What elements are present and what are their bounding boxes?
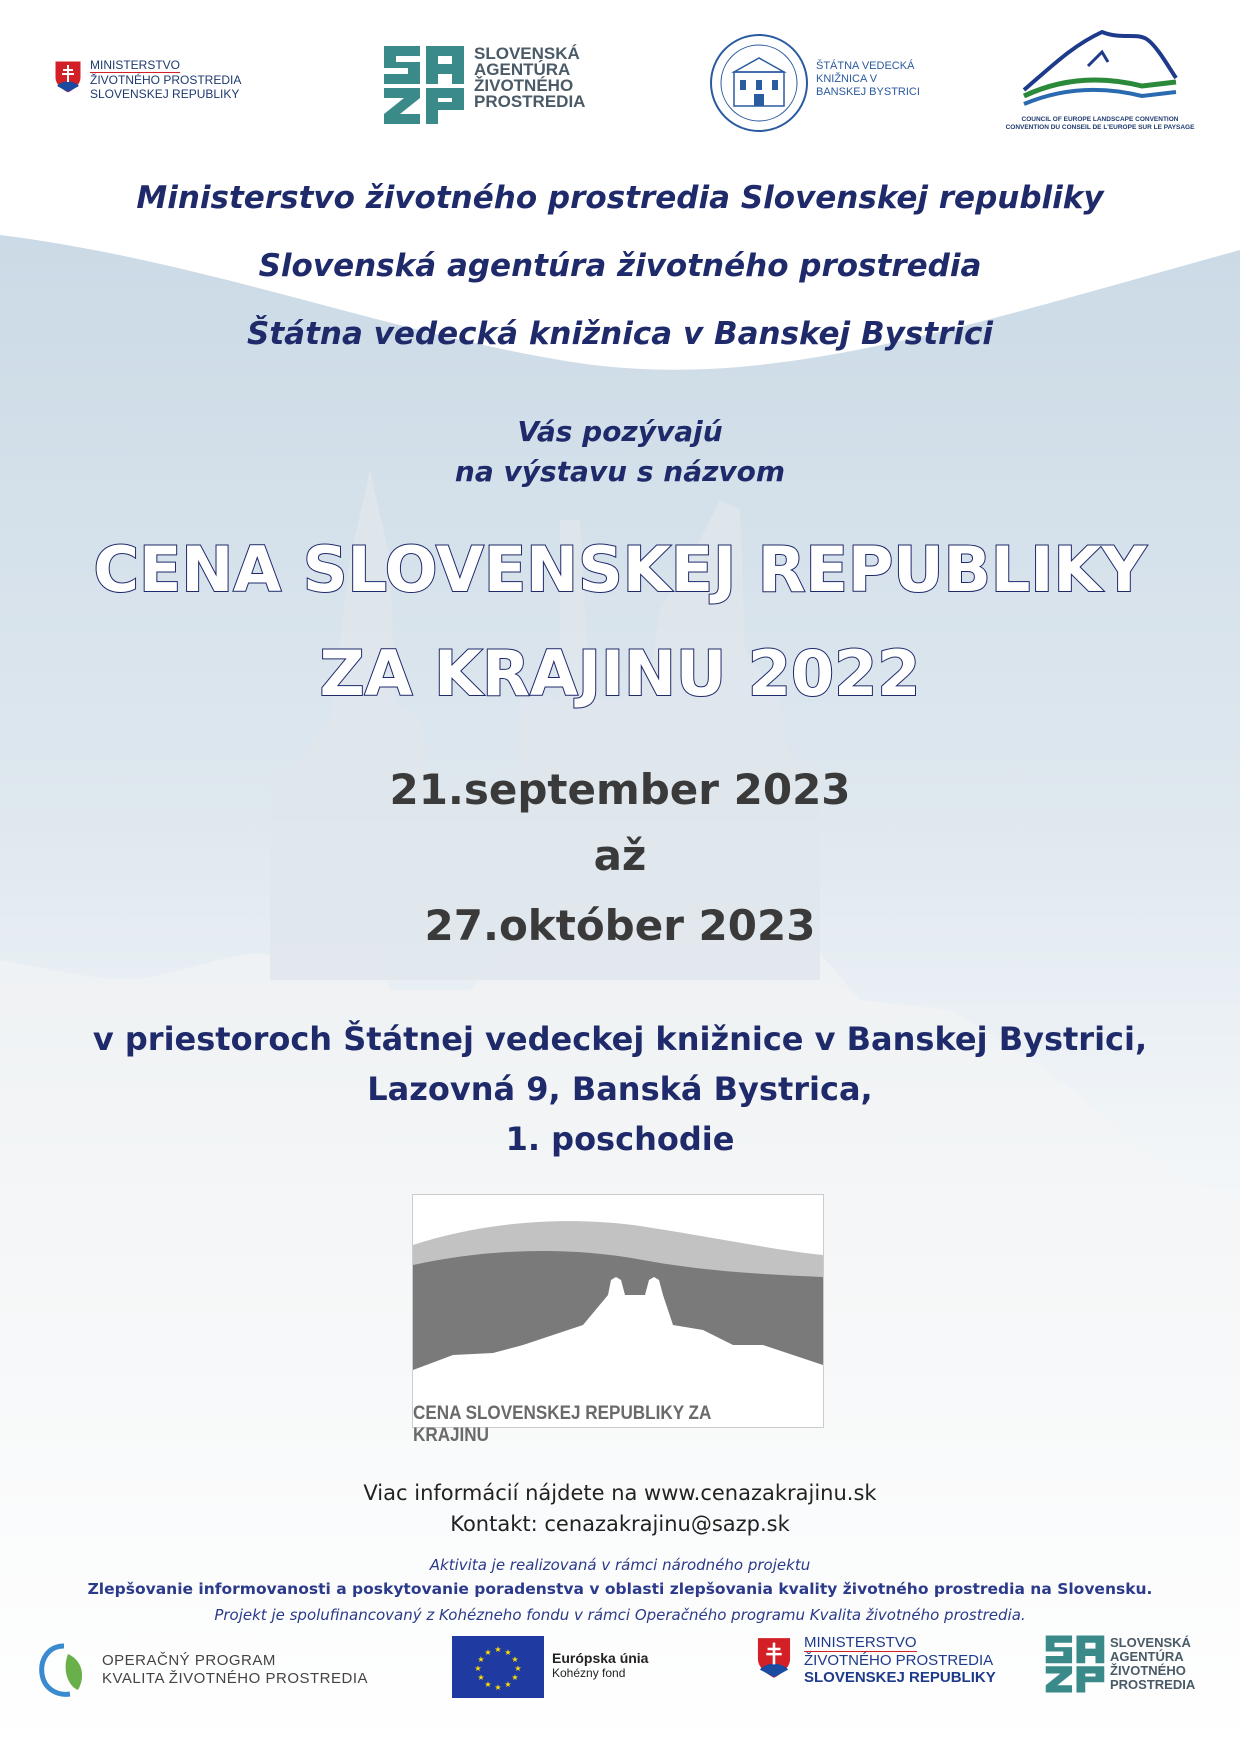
date-end: 27.október 2023 [424, 901, 816, 950]
eu-flag-icon [452, 1636, 544, 1698]
contact-info: Kontakt: cenazakrajinu@sazp.sk [450, 1512, 790, 1536]
op-logo-line1: OPERAČNÝ PROGRAM [102, 1652, 276, 1669]
date-start: 21.september 2023 [389, 765, 851, 814]
svg-text:★: ★ [511, 1673, 519, 1682]
organizer-sazp: Slovenská agentúra životného prostredia [258, 248, 982, 284]
svg-text:★: ★ [511, 1655, 519, 1664]
svk-logo-line1: ŠTÁTNA VEDECKÁ [816, 60, 915, 72]
project-line2: Zlepšovanie informovanosti a poskytovanie poradenstva v oblasti zlepšovania kvality životného prostredia na Slovensku. [87, 1580, 1153, 1598]
invite-line1: Vás pozývajú [517, 415, 723, 448]
footer-sazp-line1: SLOVENSKÁ [1110, 1635, 1191, 1650]
footer-slovak-coat-of-arms-icon [756, 1636, 792, 1680]
svg-text:★: ★ [504, 1680, 512, 1689]
op-logo [38, 1642, 388, 1702]
svg-text:★: ★ [504, 1648, 512, 1657]
ministry-logo-line1: MINISTERSTVO [90, 58, 181, 72]
svg-text:★: ★ [484, 1648, 492, 1657]
coe-logo-line1: COUNCIL OF EUROPE LANDSCAPE CONVENTION [1021, 116, 1179, 123]
footer-ministry-line2: ŽIVOTNÉHO PROSTREDIA [804, 1652, 994, 1669]
more-info: Viac informácií nájdete na www.cenazakrajinu.sk [363, 1481, 877, 1505]
svk-logo [708, 32, 928, 134]
footer-ministry-logo [756, 1634, 1016, 1694]
footer-sazp-line4: PROSTREDIA [1110, 1677, 1196, 1692]
eu-logo-line2: Kohézny fond [552, 1666, 626, 1680]
venue-line2: Lazovná 9, Banská Bystrica, [367, 1070, 873, 1108]
svg-text:★: ★ [477, 1673, 485, 1682]
exhibition-title-line1: CENA SLOVENSKEJ REPUBLIKY [93, 533, 1147, 606]
landscape-convention-icon [1022, 26, 1178, 110]
exhibition-title-line2: ZA KRAJINU 2022 [319, 637, 921, 710]
svg-text:★: ★ [494, 1645, 502, 1654]
award-landscape-icon [413, 1195, 823, 1415]
footer-sazp-mark-icon [1044, 1634, 1106, 1694]
eu-logo [452, 1636, 672, 1698]
ministry-logo [54, 58, 264, 108]
venue-line1: v priestoroch Štátnej vedeckej knižnice v Banskej Bystrici, [92, 1020, 1148, 1058]
sazp-mark-icon [382, 44, 466, 126]
ministry-logo-line3: SLOVENSKEJ REPUBLIKY [90, 87, 240, 101]
coe-landscape-logo [1000, 26, 1200, 142]
footer-sazp-logo [1044, 1634, 1224, 1698]
sazp-logo-line1: SLOVENSKÁ [474, 44, 580, 63]
award-logo-caption: CENA SLOVENSKEJ REPUBLIKY ZA KRAJINU [413, 1403, 711, 1446]
date-separator: až [593, 831, 647, 880]
footer-ministry-line3: SLOVENSKEJ REPUBLIKY [804, 1669, 996, 1686]
sazp-logo [382, 44, 602, 124]
sazp-logo-line2: AGENTÚRA [474, 60, 571, 79]
coe-logo-line2: CONVENTION DU CONSEIL DE L'EUROPE SUR LE PAYSAGE [1005, 124, 1195, 131]
organizer-ministry: Ministerstvo životného prostredia Slovenskej republiky [136, 180, 1104, 216]
svg-text:★: ★ [474, 1664, 482, 1673]
organizer-library: Štátna vedecká knižnica v Banskej Bystrici [247, 316, 993, 352]
venue-line3: 1. poschodie [505, 1120, 735, 1158]
sazp-logo-line3: ŽIVOTNÉHO [474, 76, 574, 95]
project-line3: Projekt je spolufinancovaný z Kohézneho fondu v rámci Operačného programu Kvalita životného prostredia. [214, 1606, 1026, 1624]
op-logo-line2: KVALITA ŽIVOTNÉHO PROSTREDIA [102, 1670, 368, 1687]
footer-sazp-line3: ŽIVOTNÉHO [1110, 1663, 1186, 1678]
footer-sazp-line2: AGENTÚRA [1110, 1649, 1184, 1664]
library-seal-icon [708, 32, 810, 134]
svg-text:★: ★ [484, 1680, 492, 1689]
sazp-logo-line4: PROSTREDIA [474, 92, 586, 111]
svg-text:★: ★ [514, 1664, 522, 1673]
eu-logo-line1: Európska únia [552, 1650, 649, 1666]
svg-text:★: ★ [494, 1683, 502, 1692]
ministry-logo-line2: ŽIVOTNÉHO PROSTREDIA [90, 73, 242, 87]
invite-line2: na výstavu s názvom [454, 455, 786, 488]
svg-text:★: ★ [477, 1655, 485, 1664]
slovak-coat-of-arms-icon [54, 60, 82, 94]
svk-logo-line3: BANSKEJ BYSTRICI [816, 86, 920, 98]
svk-logo-line2: KNIŽNICA V [816, 73, 878, 85]
footer-ministry-line1: MINISTERSTVO [804, 1634, 917, 1651]
project-line1: Aktivita je realizovaná v rámci národného projektu [429, 1556, 811, 1574]
award-logo [412, 1194, 824, 1446]
op-leaf-icon [38, 1642, 92, 1698]
